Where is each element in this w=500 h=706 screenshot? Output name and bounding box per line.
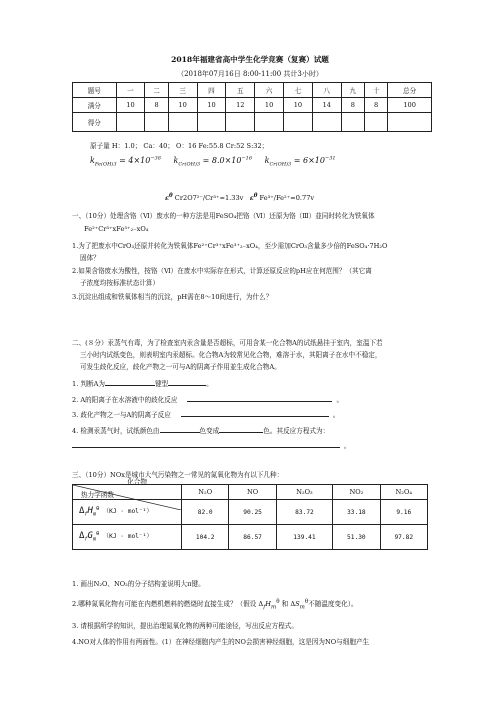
- q2-item1-text: 1. 判断A为: [72, 380, 105, 388]
- q2-item4: [72, 425, 329, 435]
- answer-blank[interactable]: [181, 409, 329, 417]
- table-header: NO₂: [333, 485, 380, 500]
- score-input-cell[interactable]: [197, 113, 226, 132]
- table-cell: 二: [145, 83, 168, 98]
- ksp-value: 6×10: [303, 155, 325, 165]
- q1-part2-cont: 子浓度均按标准状态计算）: [80, 279, 160, 287]
- ksp-value: 4×10: [128, 155, 151, 165]
- q3-part2-text: 2.哪种氮氧化物有可能在内燃机燃料的燃烧时直接生成？（假设: [72, 600, 257, 608]
- table-cell: 104.2: [182, 525, 229, 550]
- q2-item4-text3: 色。其反应方程式为：: [263, 427, 330, 435]
- table-header: N₂O: [182, 485, 229, 500]
- q3-part4: 4.NO对人体的作用有两面性。(1）在神经细胞内产生的NO会损害神经细胞，这是因为NO与细胞产生: [72, 638, 370, 646]
- table-row: [73, 98, 432, 113]
- header-thermo: 热力学函数: [81, 491, 114, 499]
- delta-symbol: Δ: [79, 506, 85, 517]
- table-cell: 86.57: [229, 525, 276, 550]
- variable: H: [87, 506, 93, 517]
- row-label: $\Delta_fH_m^\theta$ （KJ · mol⁻¹）: [73, 500, 182, 525]
- answer-blank[interactable]: [160, 425, 200, 433]
- q2-item4-text2: 色变成: [199, 427, 220, 435]
- table-cell: 得分: [73, 113, 117, 132]
- q1-part1: 1.为了把废水中CrO₃还原并转化为铁氧体Fe²⁺Cr³⁺xFe³⁺₂₋xO₄，至少需加CrO₃含量多少倍的FeSO₄·7H₂O: [72, 242, 388, 250]
- score-input-cell[interactable]: [145, 113, 168, 132]
- exam-date: （2018年07月16日 8:00-11:00 共计3小时）: [177, 70, 323, 78]
- q2-line1: 二、(８分）汞蒸气有毒，为了检查室内汞含量是否超标，可用含某一化合物A的试纸悬挂于室内，室温下若: [72, 339, 383, 347]
- table-cell: 8: [364, 98, 387, 113]
- q2-item3: [72, 409, 339, 419]
- q2-item1-text2: 键型: [154, 380, 169, 388]
- ksp-item: $k_{Fe(OH)3} = 4\times 10^{-38}$: [90, 155, 161, 168]
- table-cell: 五: [226, 83, 255, 98]
- table-cell: 四: [197, 83, 226, 98]
- q1-formula: Fe²⁺Cr³⁺xFe³⁺₂₋xO₄: [84, 225, 149, 233]
- score-input-cell[interactable]: [388, 113, 432, 132]
- table-header: NO: [229, 485, 276, 500]
- score-input-cell[interactable]: [255, 113, 284, 132]
- score-input-cell[interactable]: [312, 113, 341, 132]
- q2-line2: 三小时内试纸变色，则表明室内汞超标。化合物A为较常见化合物，难溶于水，其阳离子在水中不稳定，: [80, 351, 382, 359]
- row-label: $\Delta_fG_m^\theta$ （KJ · mol⁻¹）: [73, 525, 182, 550]
- q2-item4-text: 4. 检测汞蒸气时，试纸颜色由: [72, 427, 160, 435]
- table-cell: 九: [341, 83, 364, 98]
- ksp-exp: −16: [241, 155, 253, 161]
- potential-fe: Fe³⁺/Fe²⁺=0.77v: [259, 194, 315, 203]
- exam-title: 2018年福建省高中学生化学竞赛（复赛）试题: [171, 55, 329, 64]
- nox-table: [72, 478, 428, 550]
- table-cell: 七: [284, 83, 313, 98]
- q2-item4-end: 。: [344, 442, 351, 450]
- score-input-cell[interactable]: [168, 113, 197, 132]
- table-cell: 六: [255, 83, 284, 98]
- table-cell: 10: [116, 98, 145, 113]
- table-cell: 83.72: [276, 500, 332, 525]
- ksp-species: Cr(OH)3: [178, 161, 201, 168]
- answer-blank[interactable]: [72, 440, 340, 448]
- q3-heading: 三、（10分）NOx是城市大气污染物之一常见的氮氧化物为有以下几种：: [72, 471, 284, 479]
- table-cell: 139.41: [276, 525, 332, 550]
- score-input-cell[interactable]: [116, 113, 145, 132]
- ksp-exp: −38: [150, 155, 161, 161]
- score-input-cell[interactable]: [364, 113, 387, 132]
- ksp-value: 8.0×10: [211, 155, 242, 165]
- table-cell: 10: [168, 98, 197, 113]
- answer-blank[interactable]: [105, 378, 155, 386]
- table-row: [73, 525, 428, 550]
- q3-part3: 3. 请根据所学的知识，提出治理氮氧化物的两种可能途径，写出反应方程式。: [72, 622, 298, 630]
- ksp-item: $k_{Cr(OH)3} = 8.0\times 10^{-16}$: [173, 155, 253, 168]
- score-input-cell[interactable]: [284, 113, 313, 132]
- table-cell: 33.18: [333, 500, 380, 525]
- table-row: [73, 83, 432, 98]
- table-cell: 9.16: [380, 500, 427, 525]
- table-cell: 总分: [388, 83, 432, 98]
- table-header: N₂O₄: [380, 485, 427, 500]
- table-cell: 97.82: [380, 525, 427, 550]
- variable: G: [87, 531, 93, 542]
- q1-heading: 一、（10分）处理含铬（Ⅵ）废水的一种方法是用FeSO₄把铬（Ⅵ）还原为铬（Ⅲ）並同时转化为铁氧体: [72, 212, 375, 220]
- score-table: [72, 82, 432, 132]
- table-cell: 82.0: [182, 500, 229, 525]
- unit: （KJ · mol⁻¹）: [102, 533, 153, 541]
- q3-part1: 1. 画出N₂O、NO₂的分子结构並说明大π键。: [72, 580, 205, 588]
- q2-item1: [72, 378, 213, 388]
- ksp-item: $k_{Cr(OH)3} = 6\times 10^{-31}$: [264, 155, 336, 168]
- table-cell: 10: [197, 98, 226, 113]
- answer-blank[interactable]: [219, 425, 263, 433]
- q2-item2-end: 。: [336, 396, 344, 404]
- subscript: f: [84, 536, 88, 543]
- potential-cr: Cr2O7²⁻/Cr³⁺=1.33v: [174, 194, 244, 203]
- q3-part2: 2.哪种氮氧化物有可能在内燃机燃料的燃烧时直接生成？（假设 $\Delta_fH_m^\theta$ 和 $\Delta S_m^\theta$不随温度变化）。: [72, 598, 358, 611]
- q2-item2-text: 2. A的阳离子在水溶液中的歧化反应: [72, 396, 178, 404]
- delta-symbol: Δ: [79, 531, 85, 542]
- table-cell: 8: [341, 98, 364, 113]
- table-cell: 一: [116, 83, 145, 98]
- table-cell: 12: [226, 98, 255, 113]
- table-header: N₂O₃: [276, 485, 332, 500]
- q1-part2: 2.如果含铬废水为酸性，按铬（Ⅵ）在废水中实际存在形式，计算还原反应的pH应在何范围？（其它离: [72, 267, 372, 275]
- table-cell: 十: [364, 83, 387, 98]
- standard-potentials: $\varepsilon^\theta$ Cr2O7²⁻/Cr³⁺=1.33v $\varepsilon^\theta$ Fe³⁺/Fe²⁺=0.77v: [165, 193, 315, 203]
- table-cell: 10: [284, 98, 313, 113]
- table-cell: 三: [168, 83, 197, 98]
- answer-blank[interactable]: [187, 394, 332, 402]
- score-input-cell[interactable]: [226, 113, 255, 132]
- q3-part2-end: 不随温度变化）。: [308, 600, 358, 608]
- table-cell: 10: [255, 98, 284, 113]
- table-cell: 51.30: [333, 525, 380, 550]
- table-cell: 题号: [73, 83, 117, 98]
- subscript: f: [84, 511, 88, 518]
- atomic-masses: 原子量 H：1.0； Ca：40； O：16 Fe:55.8 Cr:52 S:32；: [90, 142, 269, 150]
- q3-part2-and: 和: [281, 600, 289, 608]
- table-cell: 90.25: [229, 500, 276, 525]
- table-cell: 100: [388, 98, 432, 113]
- q2-item1-end: 。: [206, 380, 213, 388]
- ksp-exp: −31: [325, 155, 336, 161]
- answer-blank[interactable]: [168, 378, 206, 386]
- table-row: [73, 113, 432, 132]
- score-input-cell[interactable]: [341, 113, 364, 132]
- q2-item3-text: 3. 歧化产物之一与A的阴离子反应: [72, 411, 171, 419]
- table-cell: 14: [312, 98, 341, 113]
- q1-part1-cont: 固体？: [80, 254, 100, 262]
- unit: （KJ · mol⁻¹）: [102, 508, 153, 516]
- header-compound: 化合物: [127, 478, 147, 486]
- q2-item3-end: 。: [332, 411, 340, 419]
- q1-part3: 3.沉淀出组成和铁氧体相当的沉淀，pH需在8～10间进行，为什么？: [72, 293, 273, 301]
- ksp-constants: [90, 155, 346, 167]
- ksp-species: Fe(OH)3: [94, 161, 117, 168]
- q2-item2: [72, 394, 343, 404]
- q2-line3: 可发生歧化反应，歧化产物之一可与A的阴离子作用並生成化合物A。: [80, 363, 281, 371]
- table-cell: 八: [312, 83, 341, 98]
- table-cell: 8: [145, 98, 168, 113]
- ksp-species: Cr(OH)3: [269, 161, 292, 168]
- table-header-diagonal: [73, 478, 182, 500]
- q2-item4-equation: [72, 440, 351, 450]
- table-cell: 满分: [73, 98, 117, 113]
